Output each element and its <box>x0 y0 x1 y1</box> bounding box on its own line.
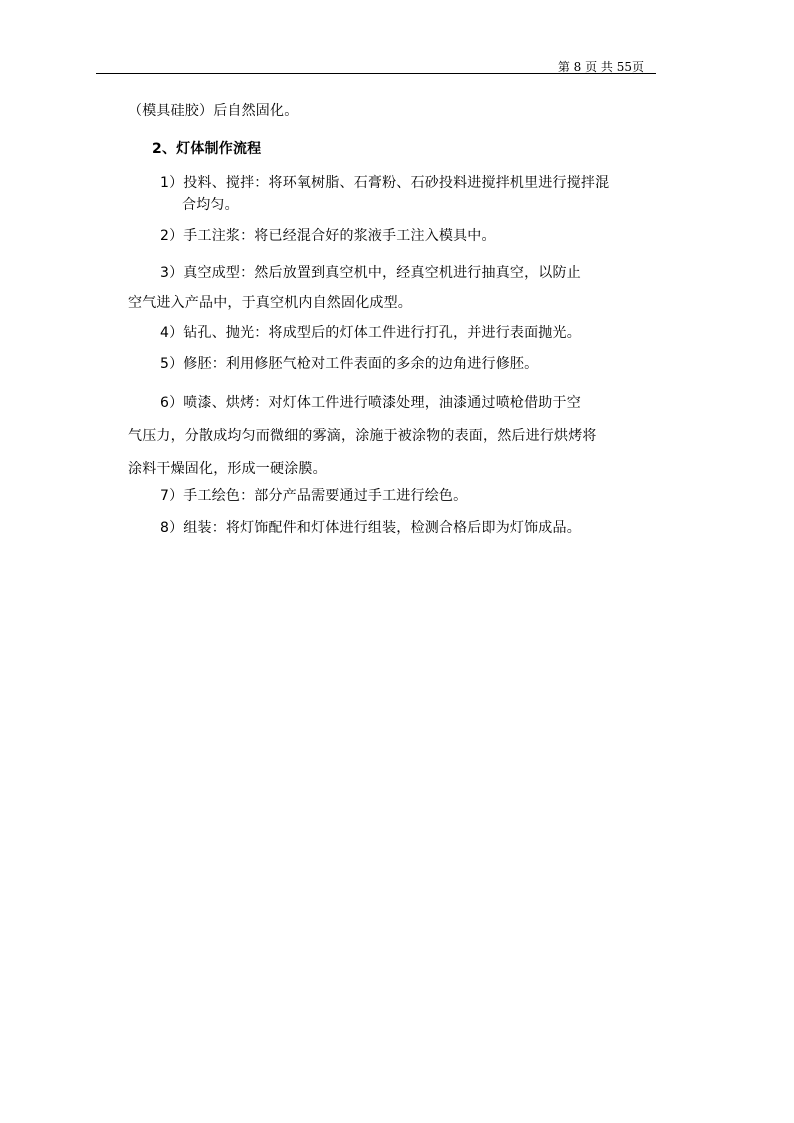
step-6-line-3: 涂料干燥固化，形成一硬涂膜。 <box>128 461 327 477</box>
step-8-line-1: 8）组装：将灯饰配件和灯体进行组装，检测合格后即为灯饰成品。 <box>160 520 581 536</box>
continuation-text: （模具硅胶）后自然固化。 <box>128 103 299 119</box>
step-1-line-2: 合均匀。 <box>182 197 239 213</box>
step-5-line-1: 5）修胚：利用修胚气枪对工件表面的多余的边角进行修胚。 <box>160 356 539 372</box>
page-number: 第 8 页 共 55页 <box>557 60 644 74</box>
step-6-line-1: 6）喷漆、烘烤：对灯体工件进行喷漆处理，油漆通过喷枪借助于空 <box>160 395 581 411</box>
step-1-line-1: 1）投料、搅拌：将环氧树脂、石膏粉、石砂投料进搅拌机里进行搅拌混 <box>160 175 610 191</box>
step-4-line-1: 4）钻孔、抛光：将成型后的灯体工件进行打孔，并进行表面抛光。 <box>160 325 581 341</box>
step-3-line-1: 3）真空成型：然后放置到真空机中，经真空机进行抽真空，以防止 <box>160 265 581 281</box>
page-header <box>96 58 656 74</box>
step-2-line-1: 2）手工注浆：将已经混合好的浆液手工注入模具中。 <box>160 228 496 244</box>
section-heading: 2、灯体制作流程 <box>152 141 262 157</box>
step-3-line-2: 空气进入产品中，于真空机内自然固化成型。 <box>128 295 412 311</box>
step-7-line-1: 7）手工绘色：部分产品需要通过手工进行绘色。 <box>160 488 468 504</box>
step-6-line-2: 气压力，分散成均匀而微细的雾滴，涂施于被涂物的表面，然后进行烘烤将 <box>128 428 597 444</box>
header-rule <box>96 73 656 74</box>
